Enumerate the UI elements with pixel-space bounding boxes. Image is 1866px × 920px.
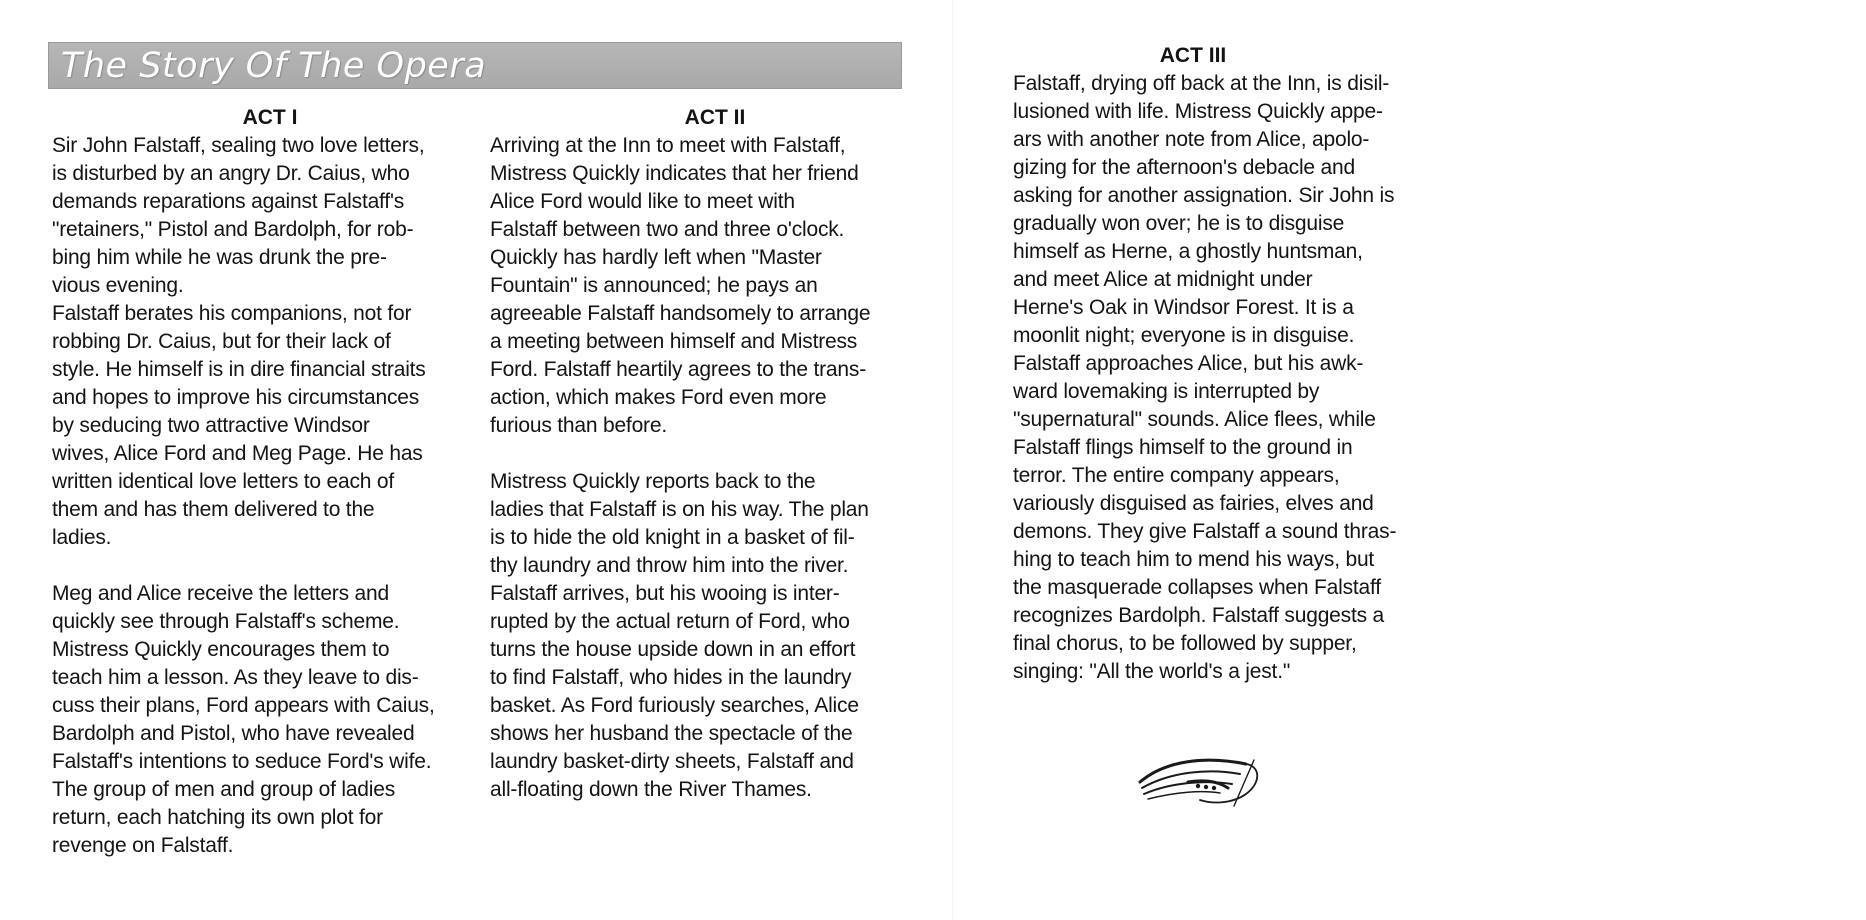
page-fold: [952, 0, 953, 920]
act-one-paragraph-2: Falstaff berates his companions, not for robbing Dr. Caius, but for their lack of style. He himself is in dire financial straits and hopes to improve his circumstances by seducing two attractive Windsor wives, Alice Ford and Meg Page. He has written identical love letters to each of them and has them delivered to the ladies.: [52, 302, 426, 549]
act-three-heading: ACT III: [1159, 44, 1227, 67]
act-one-paragraph-3: Meg and Alice receive the letters and quickly see through Falstaff's scheme. Mistress Quickly encourages them to teach him a lesson. As they leave to dis- cuss their plans, Ford appears with Caius, Bardolph and Pistol, who have revealed Falstaff's intentions to seduce Ford's wife. The group of men and group of ladies return, each hatching its own plot for revenge on Falstaff.: [52, 582, 435, 857]
act-one-heading: ACT I: [242, 106, 298, 129]
act-one-paragraph-1: Sir John Falstaff, sealing two love letters, is disturbed by an angry Dr. Caius, who demands reparations against Falstaff's "retainers," Pistol and Bardolph, for rob- bing him while he was drunk the pre- vious evening.: [52, 134, 425, 297]
act-three-paragraph-1: Falstaff, drying off back at the Inn, is disil- lusioned with life. Mistress Quickly appe- ars with another note from Alice, apolo- gizing for the afternoon's debacle and asking for another assignation. Sir John is gradually won over; he is to disguise himself as Herne, a ghostly huntsman, and meet Alice at midnight under Herne's Oak in Windsor Forest. It is a moonlit night; everyone is in disguise. Falstaff approaches Alice, but his awk- ward lovemaking is interrupted by "supernatural" sounds. Alice flees, while Falstaff flings himself to the ground in terror. The entire company appears, variously disguised as fairies, elves and demons. They give Falstaff a sound thras- hing to teach him to mend his ways, but the masquerade collapses when Falstaff recognizes Bardolph. Falstaff suggests a final chorus, to be followed by supper, singing: "All the world's a jest.": [1013, 72, 1397, 683]
title-banner: [48, 42, 902, 89]
paragraph-gap: [52, 552, 472, 580]
act-two-paragraph-1: Arriving at the Inn to meet with Falstaff, Mistress Quickly indicates that her friend Alice Ford would like to meet with Falstaff between two and three o'clock. Quickly has hardly left when "Master Fountain" is announced; he pays an agreeable Falstaff handsomely to arrange a meeting between himself and Mistress Ford. Falstaff heartily agrees to the trans- action, which makes Ford even more furious than before.: [490, 134, 871, 437]
paragraph-gap: [490, 440, 910, 468]
act-two-heading: ACT II: [684, 106, 746, 129]
act-three-column: [1013, 42, 1433, 686]
decorative-flourish-icon: [1136, 752, 1266, 808]
act-two-paragraph-2: Mistress Quickly reports back to the ladies that Falstaff is on his way. The plan is to hide the old knight in a basket of fil- thy laundry and throw him into the river. Falstaff arrives, but his wooing is inter- rupted by the actual return of Ford, who turns the house upside down in an effort to find Falstaff, who hides in the laundry basket. As Ford furiously searches, Alice shows her husband the spectacle of the laundry basket-dirty sheets, Falstaff and all-floating down the River Thames.: [490, 470, 869, 801]
act-one-column: [52, 104, 472, 860]
page-title: The Story Of The Opera: [61, 46, 487, 86]
act-two-column: [490, 104, 910, 804]
